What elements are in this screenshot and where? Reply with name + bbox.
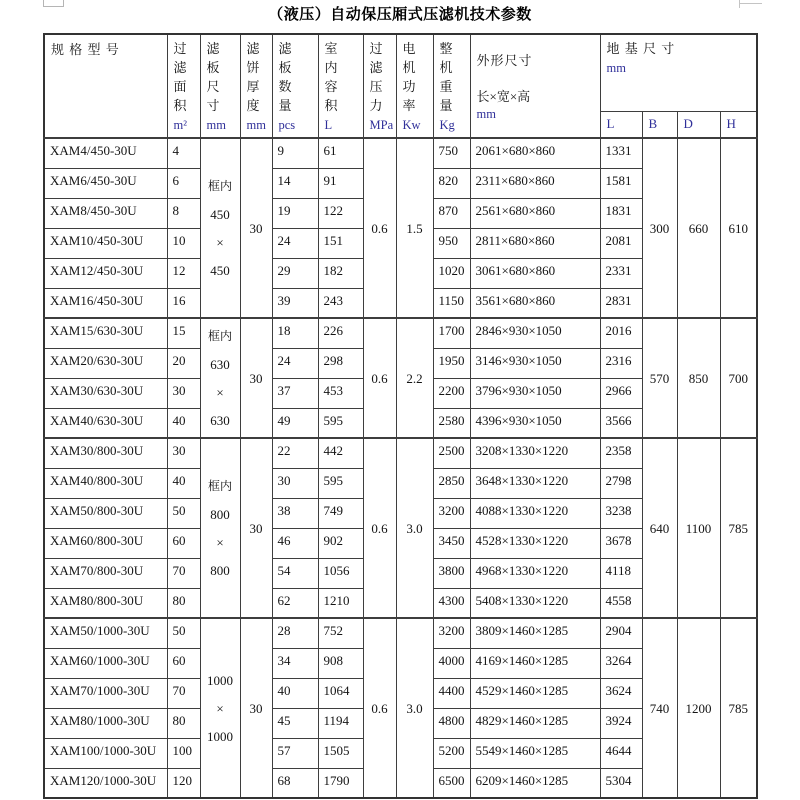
weight-cell: 4000 [433, 648, 470, 678]
col-header-volume [318, 34, 363, 138]
plate-size-stack [201, 178, 240, 279]
col-header-foundation-l: L [600, 111, 642, 138]
model-cell: XAM10/450-30U [44, 228, 167, 258]
plate-count-cell: 14 [272, 168, 318, 198]
header-char: 室 [324, 41, 338, 56]
col-header-pressure [363, 34, 396, 138]
vertical-label [440, 39, 468, 134]
unit-label: pcs [278, 118, 296, 132]
plate-size-cell [200, 438, 240, 618]
header-char: 量 [439, 98, 453, 113]
col-header-plate-count [272, 34, 318, 138]
unit-label: mm [246, 118, 266, 132]
model-cell: XAM80/1000-30U [44, 708, 167, 738]
plate-size-line: 框内 [207, 478, 232, 493]
plate-size-line: 框内 [207, 328, 232, 343]
plate-size-stack [201, 478, 240, 579]
volume-cell: 1194 [318, 708, 363, 738]
area-cell: 100 [167, 738, 200, 768]
header-char: 面 [173, 79, 187, 94]
header-char: 寸 [206, 98, 220, 113]
col-header-plate-size [200, 34, 240, 138]
unit-label: Kg [439, 118, 455, 132]
header-char: 数 [278, 79, 292, 94]
unit-label: m² [173, 118, 187, 132]
area-cell: 40 [167, 468, 200, 498]
header-char: 滤 [173, 60, 187, 75]
model-cell: XAM60/800-30U [44, 528, 167, 558]
plate-count-cell: 57 [272, 738, 318, 768]
area-cell: 12 [167, 258, 200, 288]
dimensions-cell: 4968×1330×1220 [470, 558, 600, 588]
header-char: 机 [439, 60, 453, 75]
foundation-l-cell: 2016 [600, 318, 642, 348]
weight-cell: 3200 [433, 618, 470, 648]
plate-count-cell: 28 [272, 618, 318, 648]
header-char: 板 [278, 60, 292, 75]
area-cell: 4 [167, 138, 200, 168]
volume-cell: 453 [318, 378, 363, 408]
area-cell: 15 [167, 318, 200, 348]
col-header-foundation [600, 34, 757, 111]
volume-cell: 595 [318, 408, 363, 438]
weight-cell: 3450 [433, 528, 470, 558]
plate-size-line: 630 [210, 356, 230, 372]
table-row [44, 138, 757, 168]
header-char: 板 [206, 60, 220, 75]
dimensions-cell: 3561×680×860 [470, 288, 600, 318]
cake-thickness-cell: 30 [240, 438, 272, 618]
dimensions-cell: 6209×1460×1285 [470, 768, 600, 798]
volume-cell: 442 [318, 438, 363, 468]
pressure-cell: 0.6 [363, 438, 396, 618]
model-cell: XAM120/1000-30U [44, 768, 167, 798]
header-char: 内 [324, 60, 338, 75]
volume-cell: 752 [318, 618, 363, 648]
area-cell: 50 [167, 498, 200, 528]
weight-cell: 2500 [433, 438, 470, 468]
volume-cell: 1210 [318, 588, 363, 618]
col-header-foundation-h: H [720, 111, 757, 138]
col-header-foundation-d: D [677, 111, 720, 138]
foundation-l-cell: 4558 [600, 588, 642, 618]
volume-cell: 1505 [318, 738, 363, 768]
model-cell: XAM12/450-30U [44, 258, 167, 288]
plate-count-cell: 34 [272, 648, 318, 678]
area-cell: 16 [167, 288, 200, 318]
area-cell: 70 [167, 678, 200, 708]
area-cell: 10 [167, 228, 200, 258]
plate-size-cell [200, 138, 240, 318]
weight-cell: 3800 [433, 558, 470, 588]
dimensions-cell: 4088×1330×1220 [470, 498, 600, 528]
foundation-b-cell: 570 [642, 318, 677, 438]
weight-cell: 3200 [433, 498, 470, 528]
weight-cell: 2580 [433, 408, 470, 438]
dimensions-label: 外形尺寸 [476, 53, 533, 68]
foundation-l-cell: 2798 [600, 468, 642, 498]
volume-cell: 1064 [318, 678, 363, 708]
model-cell: XAM4/450-30U [44, 138, 167, 168]
foundation-l-cell: 3924 [600, 708, 642, 738]
weight-cell: 2850 [433, 468, 470, 498]
area-cell: 6 [167, 168, 200, 198]
header-char: 压 [369, 79, 383, 94]
volume-cell: 908 [318, 648, 363, 678]
header-char: 滤 [206, 41, 220, 56]
plate-count-cell: 37 [272, 378, 318, 408]
page-title: （液压）自动保压厢式压滤机技术参数 [268, 7, 532, 23]
foundation-l-cell: 3566 [600, 408, 642, 438]
plate-count-cell: 30 [272, 468, 318, 498]
header-char: 过 [173, 41, 187, 56]
model-cell: XAM60/1000-30U [44, 648, 167, 678]
volume-cell: 749 [318, 498, 363, 528]
model-cell: XAM8/450-30U [44, 198, 167, 228]
volume-cell: 1056 [318, 558, 363, 588]
area-cell: 8 [167, 198, 200, 228]
plate-count-cell: 68 [272, 768, 318, 798]
plate-size-line: 630 [210, 412, 230, 428]
plate-size-line: 450 [210, 206, 230, 222]
vertical-label [247, 39, 270, 134]
header-char: 积 [324, 98, 338, 113]
table-row [44, 618, 757, 648]
dimensions-cell: 3061×680×860 [470, 258, 600, 288]
plate-size-line: × [216, 384, 224, 400]
header-char: 滤 [369, 60, 383, 75]
pressure-cell: 0.6 [363, 618, 396, 798]
table-header [44, 34, 757, 138]
plate-count-cell: 38 [272, 498, 318, 528]
foundation-l-cell: 3624 [600, 678, 642, 708]
dimensions-cell: 4169×1460×1285 [470, 648, 600, 678]
dimensions-cell: 2846×930×1050 [470, 318, 600, 348]
header-char: 厚 [246, 79, 260, 94]
weight-cell: 950 [433, 228, 470, 258]
motor-power-cell: 3.0 [396, 438, 433, 618]
unit-label: MPa [369, 118, 394, 132]
cake-thickness-cell: 30 [240, 618, 272, 798]
foundation-d-cell: 850 [677, 318, 720, 438]
plate-size-line: 800 [210, 506, 230, 522]
foundation-l-cell: 4644 [600, 738, 642, 768]
foundation-l-cell: 2904 [600, 618, 642, 648]
header-char: 功 [402, 79, 416, 94]
volume-cell: 902 [318, 528, 363, 558]
dimensions-cell: 2561×680×860 [470, 198, 600, 228]
pressure-cell: 0.6 [363, 318, 396, 438]
spec-table [43, 33, 758, 799]
vertical-label [403, 39, 431, 134]
dimensions-cell: 3208×1330×1220 [470, 438, 600, 468]
weight-cell: 1150 [433, 288, 470, 318]
foundation-l-cell: 1331 [600, 138, 642, 168]
foundation-l-cell: 1831 [600, 198, 642, 228]
pressure-cell: 0.6 [363, 138, 396, 318]
dimensions-cell: 3146×930×1050 [470, 348, 600, 378]
volume-cell: 91 [318, 168, 363, 198]
plate-size-line: × [216, 534, 224, 550]
header-char: 重 [439, 79, 453, 94]
foundation-l-cell: 5304 [600, 768, 642, 798]
model-cell: XAM16/450-30U [44, 288, 167, 318]
table-resize-handle [739, 3, 762, 4]
foundation-label: 地 基 尺 寸 [606, 41, 676, 56]
model-cell: XAM30/630-30U [44, 378, 167, 408]
foundation-l-cell: 2358 [600, 438, 642, 468]
foundation-l-cell: 3264 [600, 648, 642, 678]
foundation-d-cell: 660 [677, 138, 720, 318]
vertical-label [325, 39, 361, 134]
volume-cell: 243 [318, 288, 363, 318]
weight-cell: 1020 [433, 258, 470, 288]
weight-cell: 1950 [433, 348, 470, 378]
volume-cell: 182 [318, 258, 363, 288]
plate-size-cell [200, 318, 240, 438]
table-row [44, 318, 757, 348]
foundation-l-cell: 2831 [600, 288, 642, 318]
foundation-l-cell: 3238 [600, 498, 642, 528]
table-row [44, 438, 757, 468]
col-header-model: 规 格 型 号 [44, 34, 167, 138]
header-char: 过 [369, 41, 383, 56]
area-cell: 30 [167, 378, 200, 408]
table-resize-handle-tick [739, 0, 740, 8]
weight-cell: 750 [433, 138, 470, 168]
plate-count-cell: 49 [272, 408, 318, 438]
plate-size-cell [200, 618, 240, 798]
plate-size-stack [201, 672, 240, 745]
foundation-h-cell: 610 [720, 138, 757, 318]
model-cell: XAM6/450-30U [44, 168, 167, 198]
weight-cell: 870 [433, 198, 470, 228]
foundation-l-cell: 2331 [600, 258, 642, 288]
plate-count-cell: 39 [272, 288, 318, 318]
plate-size-line: 450 [210, 262, 230, 278]
weight-cell: 4800 [433, 708, 470, 738]
dimensions-cell: 3796×930×1050 [470, 378, 600, 408]
plate-count-cell: 18 [272, 318, 318, 348]
unit-label: mm [476, 107, 496, 121]
model-cell: XAM70/1000-30U [44, 678, 167, 708]
foundation-b-cell: 300 [642, 138, 677, 318]
volume-cell: 595 [318, 468, 363, 498]
col-header-foundation-b: B [642, 111, 677, 138]
plate-size-line: × [216, 700, 224, 716]
volume-cell: 298 [318, 348, 363, 378]
area-cell: 60 [167, 648, 200, 678]
vertical-label [279, 39, 316, 134]
vertical-label [207, 39, 238, 134]
model-cell: XAM100/1000-30U [44, 738, 167, 768]
dimensions-cell: 2061×680×860 [470, 138, 600, 168]
dimensions-cell: 4528×1330×1220 [470, 528, 600, 558]
plate-size-stack [201, 328, 240, 429]
foundation-h-cell: 700 [720, 318, 757, 438]
plate-size-line: × [216, 234, 224, 250]
area-cell: 40 [167, 408, 200, 438]
foundation-d-cell: 1100 [677, 438, 720, 618]
area-cell: 60 [167, 528, 200, 558]
plate-count-cell: 24 [272, 228, 318, 258]
volume-cell: 122 [318, 198, 363, 228]
foundation-b-cell: 740 [642, 618, 677, 798]
weight-cell: 6500 [433, 768, 470, 798]
foundation-l-cell: 2081 [600, 228, 642, 258]
area-cell: 30 [167, 438, 200, 468]
header-char: 积 [173, 98, 187, 113]
vertical-label [174, 39, 198, 134]
weight-cell: 4300 [433, 588, 470, 618]
col-header-motor-power [396, 34, 433, 138]
model-cell: XAM20/630-30U [44, 348, 167, 378]
model-cell: XAM15/630-30U [44, 318, 167, 348]
area-cell: 20 [167, 348, 200, 378]
plate-count-cell: 19 [272, 198, 318, 228]
model-cell: XAM40/630-30U [44, 408, 167, 438]
table-corner-artifact [43, 0, 64, 7]
foundation-h-cell: 785 [720, 618, 757, 798]
col-header-dimensions [470, 34, 600, 138]
header-char: 容 [324, 79, 338, 94]
model-cell: XAM70/800-30U [44, 558, 167, 588]
table-body [44, 138, 757, 798]
weight-cell: 820 [433, 168, 470, 198]
motor-power-cell: 3.0 [396, 618, 433, 798]
model-cell: XAM50/1000-30U [44, 618, 167, 648]
plate-count-cell: 45 [272, 708, 318, 738]
header-char: 度 [246, 98, 260, 113]
plate-count-cell: 22 [272, 438, 318, 468]
unit-label: L [324, 118, 333, 132]
dimensions-cell: 4396×930×1050 [470, 408, 600, 438]
area-cell: 50 [167, 618, 200, 648]
cake-thickness-cell: 30 [240, 138, 272, 318]
plate-count-cell: 29 [272, 258, 318, 288]
header-char: 电 [402, 41, 416, 56]
plate-count-cell: 62 [272, 588, 318, 618]
unit-label: Kw [402, 118, 421, 132]
model-cell: XAM40/800-30U [44, 468, 167, 498]
volume-cell: 226 [318, 318, 363, 348]
weight-cell: 4400 [433, 678, 470, 708]
plate-count-cell: 40 [272, 678, 318, 708]
cake-thickness-cell: 30 [240, 318, 272, 438]
area-cell: 120 [167, 768, 200, 798]
header-char: 尺 [206, 79, 220, 94]
header-char: 滤 [278, 41, 292, 56]
plate-count-cell: 24 [272, 348, 318, 378]
plate-size-line: 1000 [207, 728, 233, 744]
model-cell: XAM50/800-30U [44, 498, 167, 528]
plate-count-cell: 54 [272, 558, 318, 588]
foundation-b-cell: 640 [642, 438, 677, 618]
foundation-l-cell: 4118 [600, 558, 642, 588]
plate-size-line: 800 [210, 562, 230, 578]
col-header-area [167, 34, 200, 138]
dimensions-cell: 5549×1460×1285 [470, 738, 600, 768]
dimensions-cell: 4529×1460×1285 [470, 678, 600, 708]
plate-size-line: 1000 [207, 672, 233, 688]
volume-cell: 1790 [318, 768, 363, 798]
weight-cell: 2200 [433, 378, 470, 408]
foundation-h-cell: 785 [720, 438, 757, 618]
foundation-l-cell: 2966 [600, 378, 642, 408]
dimensions-sublabel: 长×宽×高 [476, 89, 531, 104]
area-cell: 80 [167, 588, 200, 618]
header-char: 量 [278, 98, 292, 113]
header-char: 整 [439, 41, 453, 56]
foundation-l-cell: 2316 [600, 348, 642, 378]
foundation-l-cell: 3678 [600, 528, 642, 558]
unit-label: mm [606, 61, 626, 75]
dimensions-cell: 5408×1330×1220 [470, 588, 600, 618]
volume-cell: 151 [318, 228, 363, 258]
col-header-cake-thickness [240, 34, 272, 138]
weight-cell: 5200 [433, 738, 470, 768]
area-cell: 80 [167, 708, 200, 738]
motor-power-cell: 1.5 [396, 138, 433, 318]
model-cell: XAM80/800-30U [44, 588, 167, 618]
header-char: 力 [369, 98, 383, 113]
dimensions-cell: 2311×680×860 [470, 168, 600, 198]
foundation-d-cell: 1200 [677, 618, 720, 798]
plate-size-line: 框内 [207, 178, 232, 193]
weight-cell: 1700 [433, 318, 470, 348]
foundation-l-cell: 1581 [600, 168, 642, 198]
dimensions-cell: 3809×1460×1285 [470, 618, 600, 648]
area-cell: 70 [167, 558, 200, 588]
col-header-weight [433, 34, 470, 138]
motor-power-cell: 2.2 [396, 318, 433, 438]
header-char: 率 [402, 98, 416, 113]
dimensions-cell: 2811×680×860 [470, 228, 600, 258]
header-row-1 [44, 34, 757, 111]
plate-count-cell: 9 [272, 138, 318, 168]
header-char: 滤 [246, 41, 260, 56]
vertical-label [370, 39, 394, 134]
volume-cell: 61 [318, 138, 363, 168]
dimensions-cell: 4829×1460×1285 [470, 708, 600, 738]
unit-label: mm [206, 118, 226, 132]
header-char: 饼 [246, 60, 260, 75]
plate-count-cell: 46 [272, 528, 318, 558]
header-char: 机 [402, 60, 416, 75]
model-cell: XAM30/800-30U [44, 438, 167, 468]
dimensions-cell: 3648×1330×1220 [470, 468, 600, 498]
